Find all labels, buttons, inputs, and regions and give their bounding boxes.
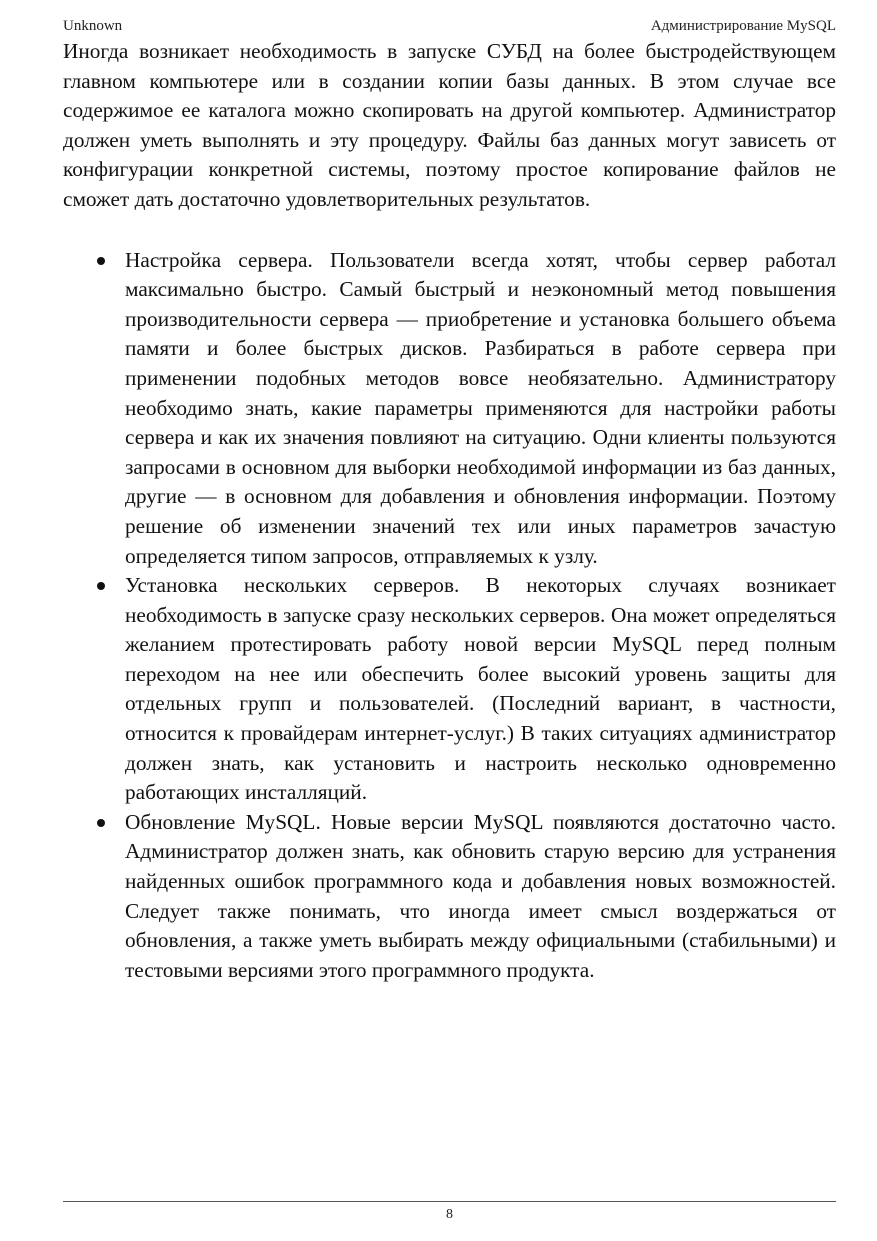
header-title: Администрирование MySQL	[650, 18, 836, 34]
footer-divider	[63, 1201, 836, 1202]
header-author: Unknown	[63, 18, 123, 34]
bullet-icon	[97, 819, 105, 827]
list-item-text: Обновление MySQL. Новые версии MySQL появляются достаточно часто. Администратор должен знать, как обновить старую версию для устранения найденных ошибок программного кода и добавления новых возможностей. Следует также понимать, что иногда имеет смысл воздержаться от обновления, а также уметь выбирать между официальными (стабильными) и тестовыми версиями этого программного продукта.	[125, 809, 836, 982]
page-header	[63, 16, 836, 36]
bullet-icon	[97, 582, 105, 590]
bullet-list	[63, 246, 836, 986]
page-number: 8	[446, 1207, 453, 1222]
document-page	[63, 0, 836, 1241]
page-body	[63, 37, 836, 985]
list-item	[63, 571, 836, 808]
list-item-text: Установка нескольких серверов. В некоторых случаях возникает необходимость в запуске сразу нескольких серверов. Она может определяться желанием протестировать работу новой версии MySQL перед полным переходом на нее или обеспечить более высокий уровень защиты для отдельных групп и пользователей. (Последний вариант, в частности, относится к провайдерам интернет-услуг.) В таких ситуациях администратор должен знать, как установить и настроить несколько одновременно работающих инсталляций.	[125, 573, 836, 805]
intro-paragraph: Иногда возникает необходимость в запуске СУБД на более быстродействующем главном компьютере или в создании копии базы данных. В этом случае все содержимое ее каталога можно скопировать на другой компьютер. Администратор должен уметь выполнять и эту процедуру. Файлы баз данных могут зависеть от конфигурации конкретной системы, поэтому простое копирование файлов не сможет дать достаточно удовлетворительных результатов.	[63, 39, 836, 211]
list-item-text: Настройка сервера. Пользователи всегда хотят, чтобы сервер работал максимально быстро. Самый быстрый и неэкономный метод повышения производительности сервера — приобретение и установка большего объема памяти и более быстрых дисков. Разбираться в работе сервера при применении подобных методов вовсе необязательно. Администратору необходимо знать, какие параметры применяются для настройки работы сервера и как их значения повлияют на ситуацию. Одни клиенты пользуются запросами в основном для выборки необходимой информации из баз данных, другие — в основном для добавления и обновления информации. Поэтому решение об изменении значений тех или иных параметров зачастую определяется типом запросов, отправляемых к узлу.	[125, 247, 836, 568]
bullet-icon	[97, 257, 105, 265]
list-item	[63, 246, 836, 572]
list-item	[63, 808, 836, 986]
